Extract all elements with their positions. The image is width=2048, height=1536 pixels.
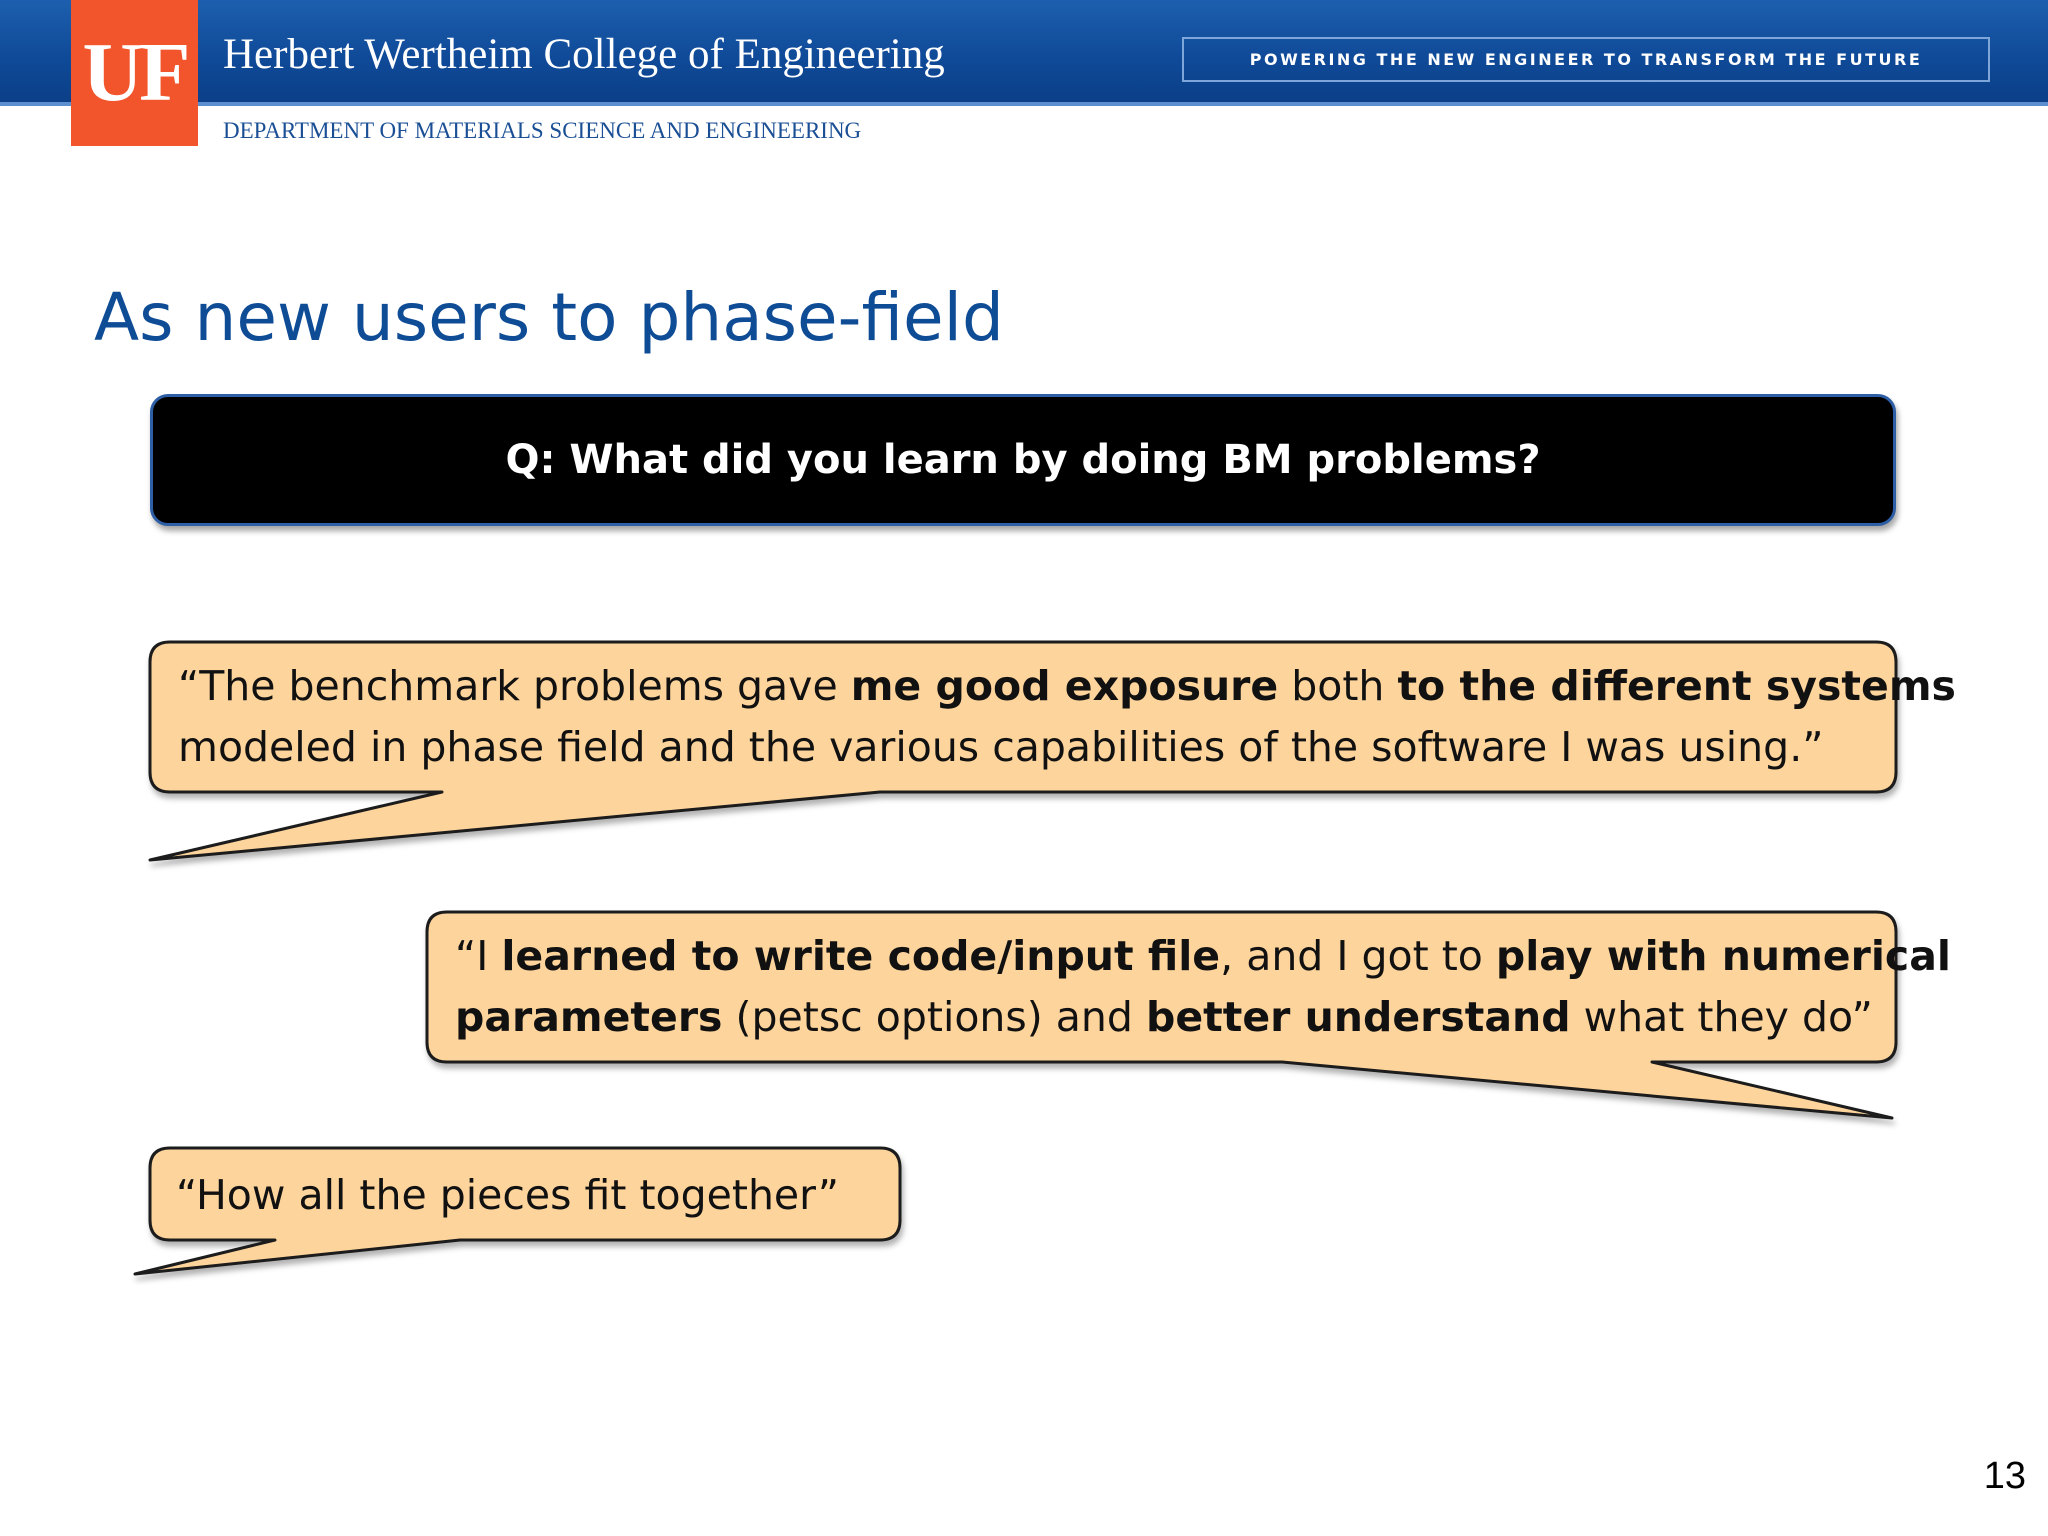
quote-1-text: both (1278, 662, 1398, 710)
quote-2 (455, 926, 1951, 1048)
college-name: Herbert Wertheim College of Engineering (223, 31, 945, 78)
quote-1-emphasis: me good exposure (850, 662, 1279, 710)
quote-2-text: , and I got to (1220, 932, 1496, 980)
page-number: 13 (1983, 1455, 2026, 1497)
quote-2-emphasis: parameters (455, 993, 723, 1041)
quote-2-emphasis: play with numerical (1495, 932, 1951, 980)
quote-2-text: what they do” (1570, 993, 1873, 1041)
quote-1-text: “The benchmark problems gave (178, 662, 851, 710)
slide-title: As new users to phase-field (94, 279, 1004, 356)
department-name: DEPARTMENT OF MATERIALS SCIENCE AND ENGINEERING (223, 118, 862, 143)
quote-2-emphasis: better understand (1145, 993, 1571, 1041)
quote-1-line-2: modeled in phase field and the various capabilities of the software I was using.” (178, 723, 1824, 771)
quote-1-line-1 (178, 656, 1956, 717)
quote-1-emphasis: to the different systems (1397, 662, 1956, 710)
uf-logo: UF (71, 0, 198, 146)
quote-1 (178, 656, 1956, 778)
quote-2-emphasis: learned to write code/input file (501, 932, 1221, 980)
tagline: POWERING THE NEW ENGINEER TO TRANSFORM THE FUTURE (1182, 37, 1990, 82)
quote-3-line-1: “How all the pieces fit together” (176, 1171, 839, 1219)
quote-3 (176, 1165, 839, 1226)
quote-2-text: (petsc options) and (722, 993, 1146, 1041)
question-box: Q: What did you learn by doing BM problems? (150, 394, 1896, 526)
quote-2-line-2 (455, 987, 1951, 1048)
quote-2-line-1 (455, 926, 1951, 987)
quote-2-text: “I (455, 932, 502, 980)
